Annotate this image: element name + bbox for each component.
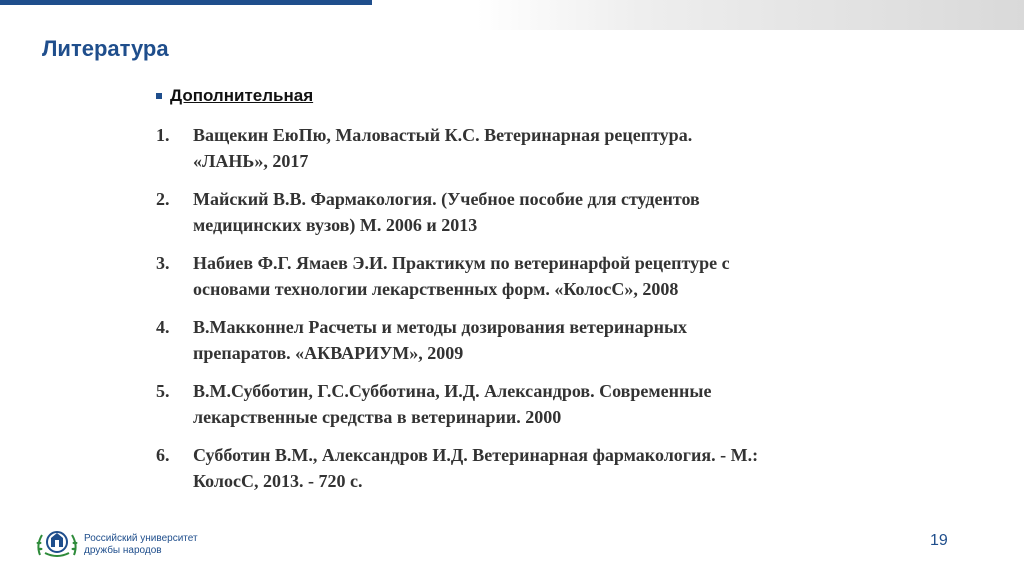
reference-text bbox=[193, 122, 856, 174]
reference-number: 5. bbox=[156, 381, 170, 401]
subtitle: Дополнительная bbox=[170, 86, 314, 105]
reference-list bbox=[156, 122, 856, 506]
reference-line: Майский В.В. Фармакология. (Учебное пособие для студентов bbox=[193, 189, 700, 209]
university-name-line2: дружбы народов bbox=[84, 545, 162, 556]
reference-line: медицинских вузов) М. 2006 и 2013 bbox=[193, 215, 478, 235]
reference-text bbox=[193, 250, 856, 302]
reference-line: В.Макконнел Расчеты и методы дозирования ветеринарных bbox=[193, 317, 688, 337]
reference-text bbox=[193, 186, 856, 238]
reference-number: 3. bbox=[156, 253, 170, 273]
reference-item-4 bbox=[156, 314, 856, 366]
reference-number: 1. bbox=[156, 125, 170, 145]
reference-line: Ващекин ЕюПю, Маловастый К.С. Ветеринарная рецептура. bbox=[193, 125, 693, 145]
reference-item-1 bbox=[156, 122, 856, 174]
reference-text bbox=[193, 442, 856, 494]
page-number: 19 bbox=[930, 532, 948, 549]
reference-line: препаратов. «АКВАРИУМ», 2009 bbox=[193, 343, 464, 363]
reference-item-5 bbox=[156, 378, 856, 430]
subtitle-row bbox=[156, 86, 313, 106]
reference-number: 6. bbox=[156, 445, 170, 465]
reference-line: Субботин В.М., Александров И.Д. Ветеринарная фармакология. - М.: bbox=[193, 445, 759, 465]
reference-line: основами технологии лекарственных форм. «КолосС», 2008 bbox=[193, 279, 679, 299]
reference-line: Набиев Ф.Г. Ямаев Э.И. Практикум по ветеринарфой рецептуре с bbox=[193, 253, 730, 273]
university-name bbox=[84, 533, 198, 557]
reference-text bbox=[193, 314, 856, 366]
university-name-line1: Российский университет bbox=[84, 533, 198, 544]
bullet-icon bbox=[156, 93, 162, 99]
reference-text bbox=[193, 378, 856, 430]
reference-number: 4. bbox=[156, 317, 170, 337]
reference-item-2 bbox=[156, 186, 856, 238]
top-gradient-band bbox=[476, 0, 1024, 30]
reference-line: «ЛАНЬ», 2017 bbox=[193, 151, 309, 171]
reference-line: лекарственные средства в ветеринарии. 2000 bbox=[193, 407, 562, 427]
reference-item-3 bbox=[156, 250, 856, 302]
slide-title: Литература bbox=[42, 36, 169, 61]
reference-line: В.М.Субботин, Г.С.Субботина, И.Д. Александров. Современные bbox=[193, 381, 712, 401]
reference-number: 2. bbox=[156, 189, 170, 209]
university-logo-icon bbox=[34, 525, 80, 561]
reference-item-6 bbox=[156, 442, 856, 494]
reference-line: КолосС, 2013. - 720 с. bbox=[193, 471, 363, 491]
top-accent-bar bbox=[0, 0, 372, 5]
